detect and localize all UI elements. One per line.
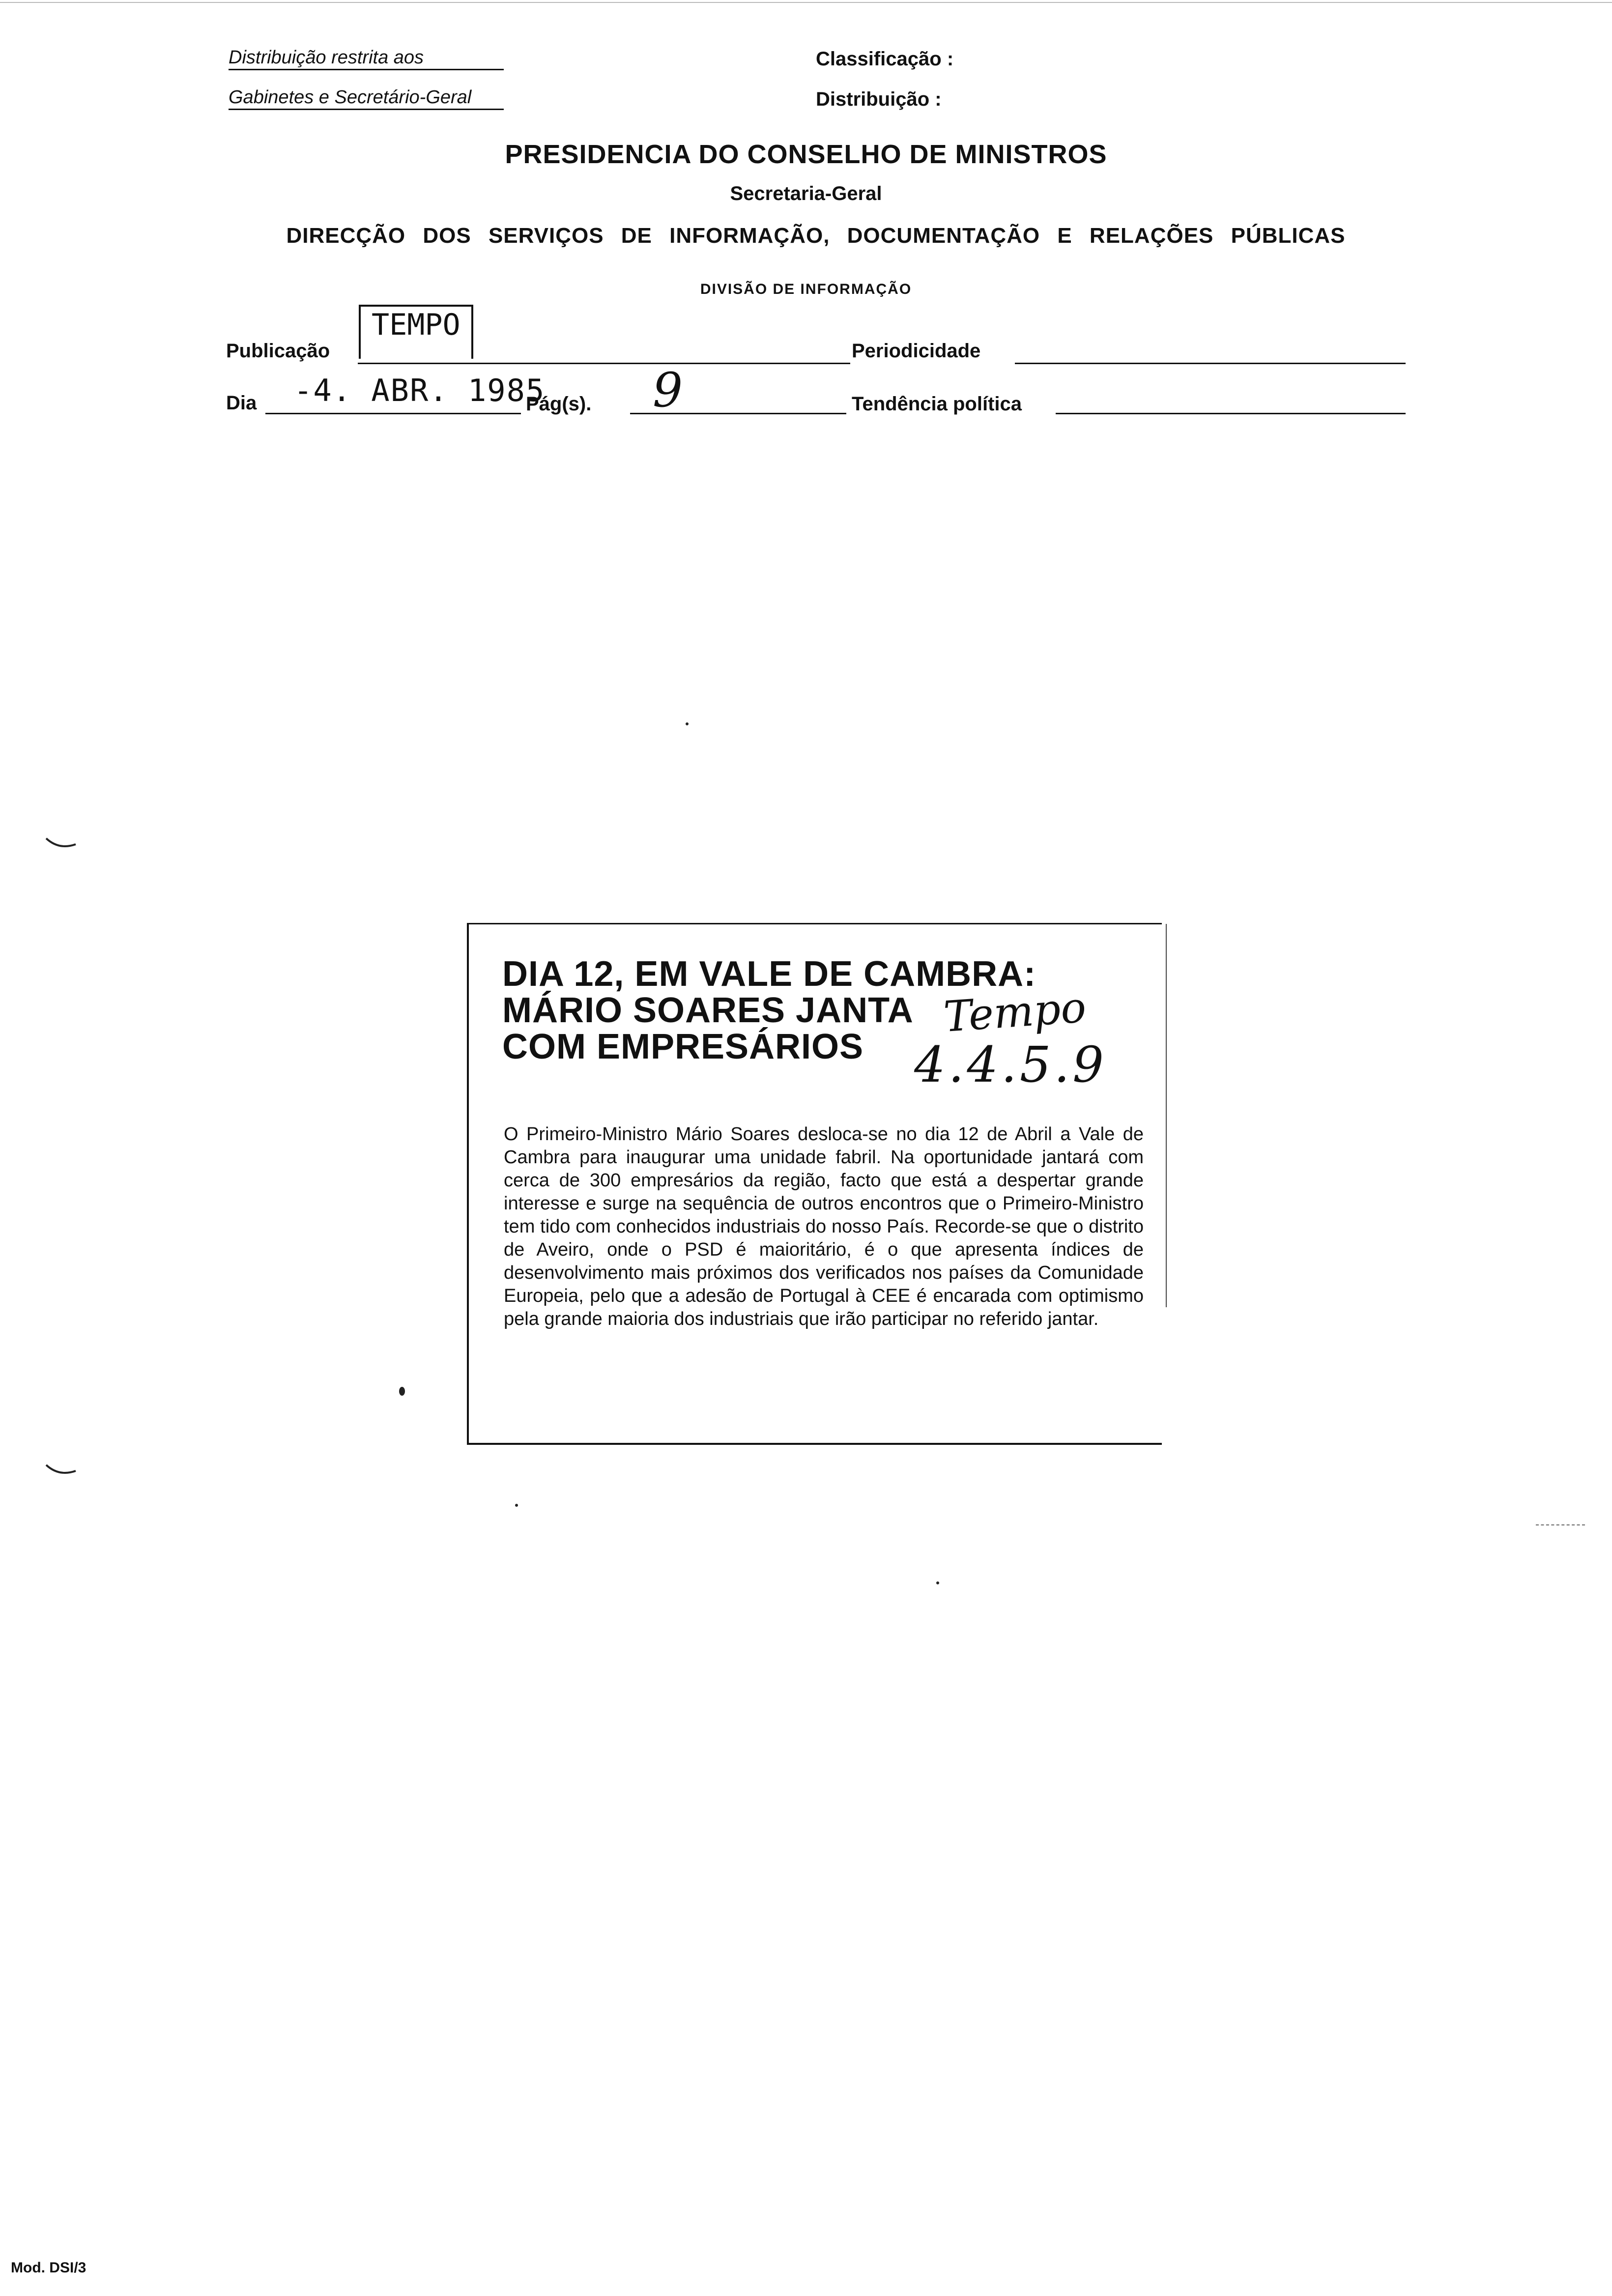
publication-stamp: TEMPO — [359, 305, 473, 359]
day-label: Dia — [226, 392, 257, 414]
day-line — [265, 413, 521, 414]
directorate-title: DIRECÇÃO DOS SERVIÇOS DE INFORMAÇÃO, DOCUMENTAÇÃO E RELAÇÕES PÚBLICAS — [286, 224, 1346, 248]
classification-label: Classificação : — [816, 48, 954, 70]
publication-label: Publicação — [226, 340, 330, 362]
political-tendency-label: Tendência política — [852, 393, 1022, 415]
periodicity-line — [1015, 363, 1406, 364]
day-stamp: -4. ABR. 1985 — [294, 373, 546, 408]
scan-speck — [399, 1387, 405, 1396]
headline-line1: DIA 12, EM VALE DE CAMBRA: — [502, 954, 1036, 994]
headline-line2: MÁRIO SOARES JANTA — [502, 991, 914, 1030]
clipping-body: O Primeiro-Ministro Mário Soares desloca-se no dia 12 de Abril a Vale de Cambra para inaugurar uma unidade fabril. Na oportunidade jantará com cerca de 300 empresários da região, facto que está a despertar grande interesse e surge na sequência de outros encontros que o Primeiro-Ministro tem tido com conhecidos industriais do nosso País. Recorde-se que o distrito de Aveiro, onde o PSD é maioritário, é o que apresenta índices de desenvolvimento mais próximos dos verificados nos países da Comunidade Europeia, pelo que a adesão de Portugal à CEE é encarada com optimismo pela grande maioria dos industriais que irão participar no referido jantar. — [504, 1124, 1144, 1329]
scan-dash-right — [1536, 1524, 1585, 1525]
publication-line — [358, 363, 850, 364]
periodicity-label: Periodicidade — [852, 340, 981, 362]
restricted-distribution-line2: Gabinetes e Secretário-Geral — [229, 88, 504, 110]
scan-mark-left-upper — [44, 835, 79, 855]
scan-mark-left-lower — [44, 1462, 79, 1482]
ministry-title: PRESIDENCIA DO CONSELHO DE MINISTROS — [505, 140, 1107, 169]
headline-line3: COM EMPRESÁRIOS — [502, 1027, 864, 1066]
scan-speck — [936, 1581, 939, 1584]
division-title: DIVISÃO DE INFORMAÇÃO — [700, 281, 912, 297]
handwritten-publication-name: Tempo — [942, 983, 1088, 1042]
scan-speck — [686, 722, 689, 725]
restricted-distribution-note — [229, 48, 504, 110]
distribution-label: Distribuição : — [816, 88, 942, 110]
top-edge-line — [0, 2, 1612, 3]
clipping-right-edge — [1166, 924, 1167, 1307]
restricted-distribution-line1: Distribuição restrita aos — [229, 48, 504, 70]
secretaria-subtitle: Secretaria-Geral — [730, 183, 882, 204]
handwritten-archive-ref: 4.4.5.9 — [914, 1036, 1107, 1093]
pages-label: Pág(s). — [526, 393, 592, 415]
form-code: Mod. DSI/3 — [11, 2260, 86, 2276]
scan-speck — [515, 1504, 518, 1507]
political-tendency-line — [1056, 413, 1406, 414]
pages-handwritten: 9 — [653, 363, 683, 418]
